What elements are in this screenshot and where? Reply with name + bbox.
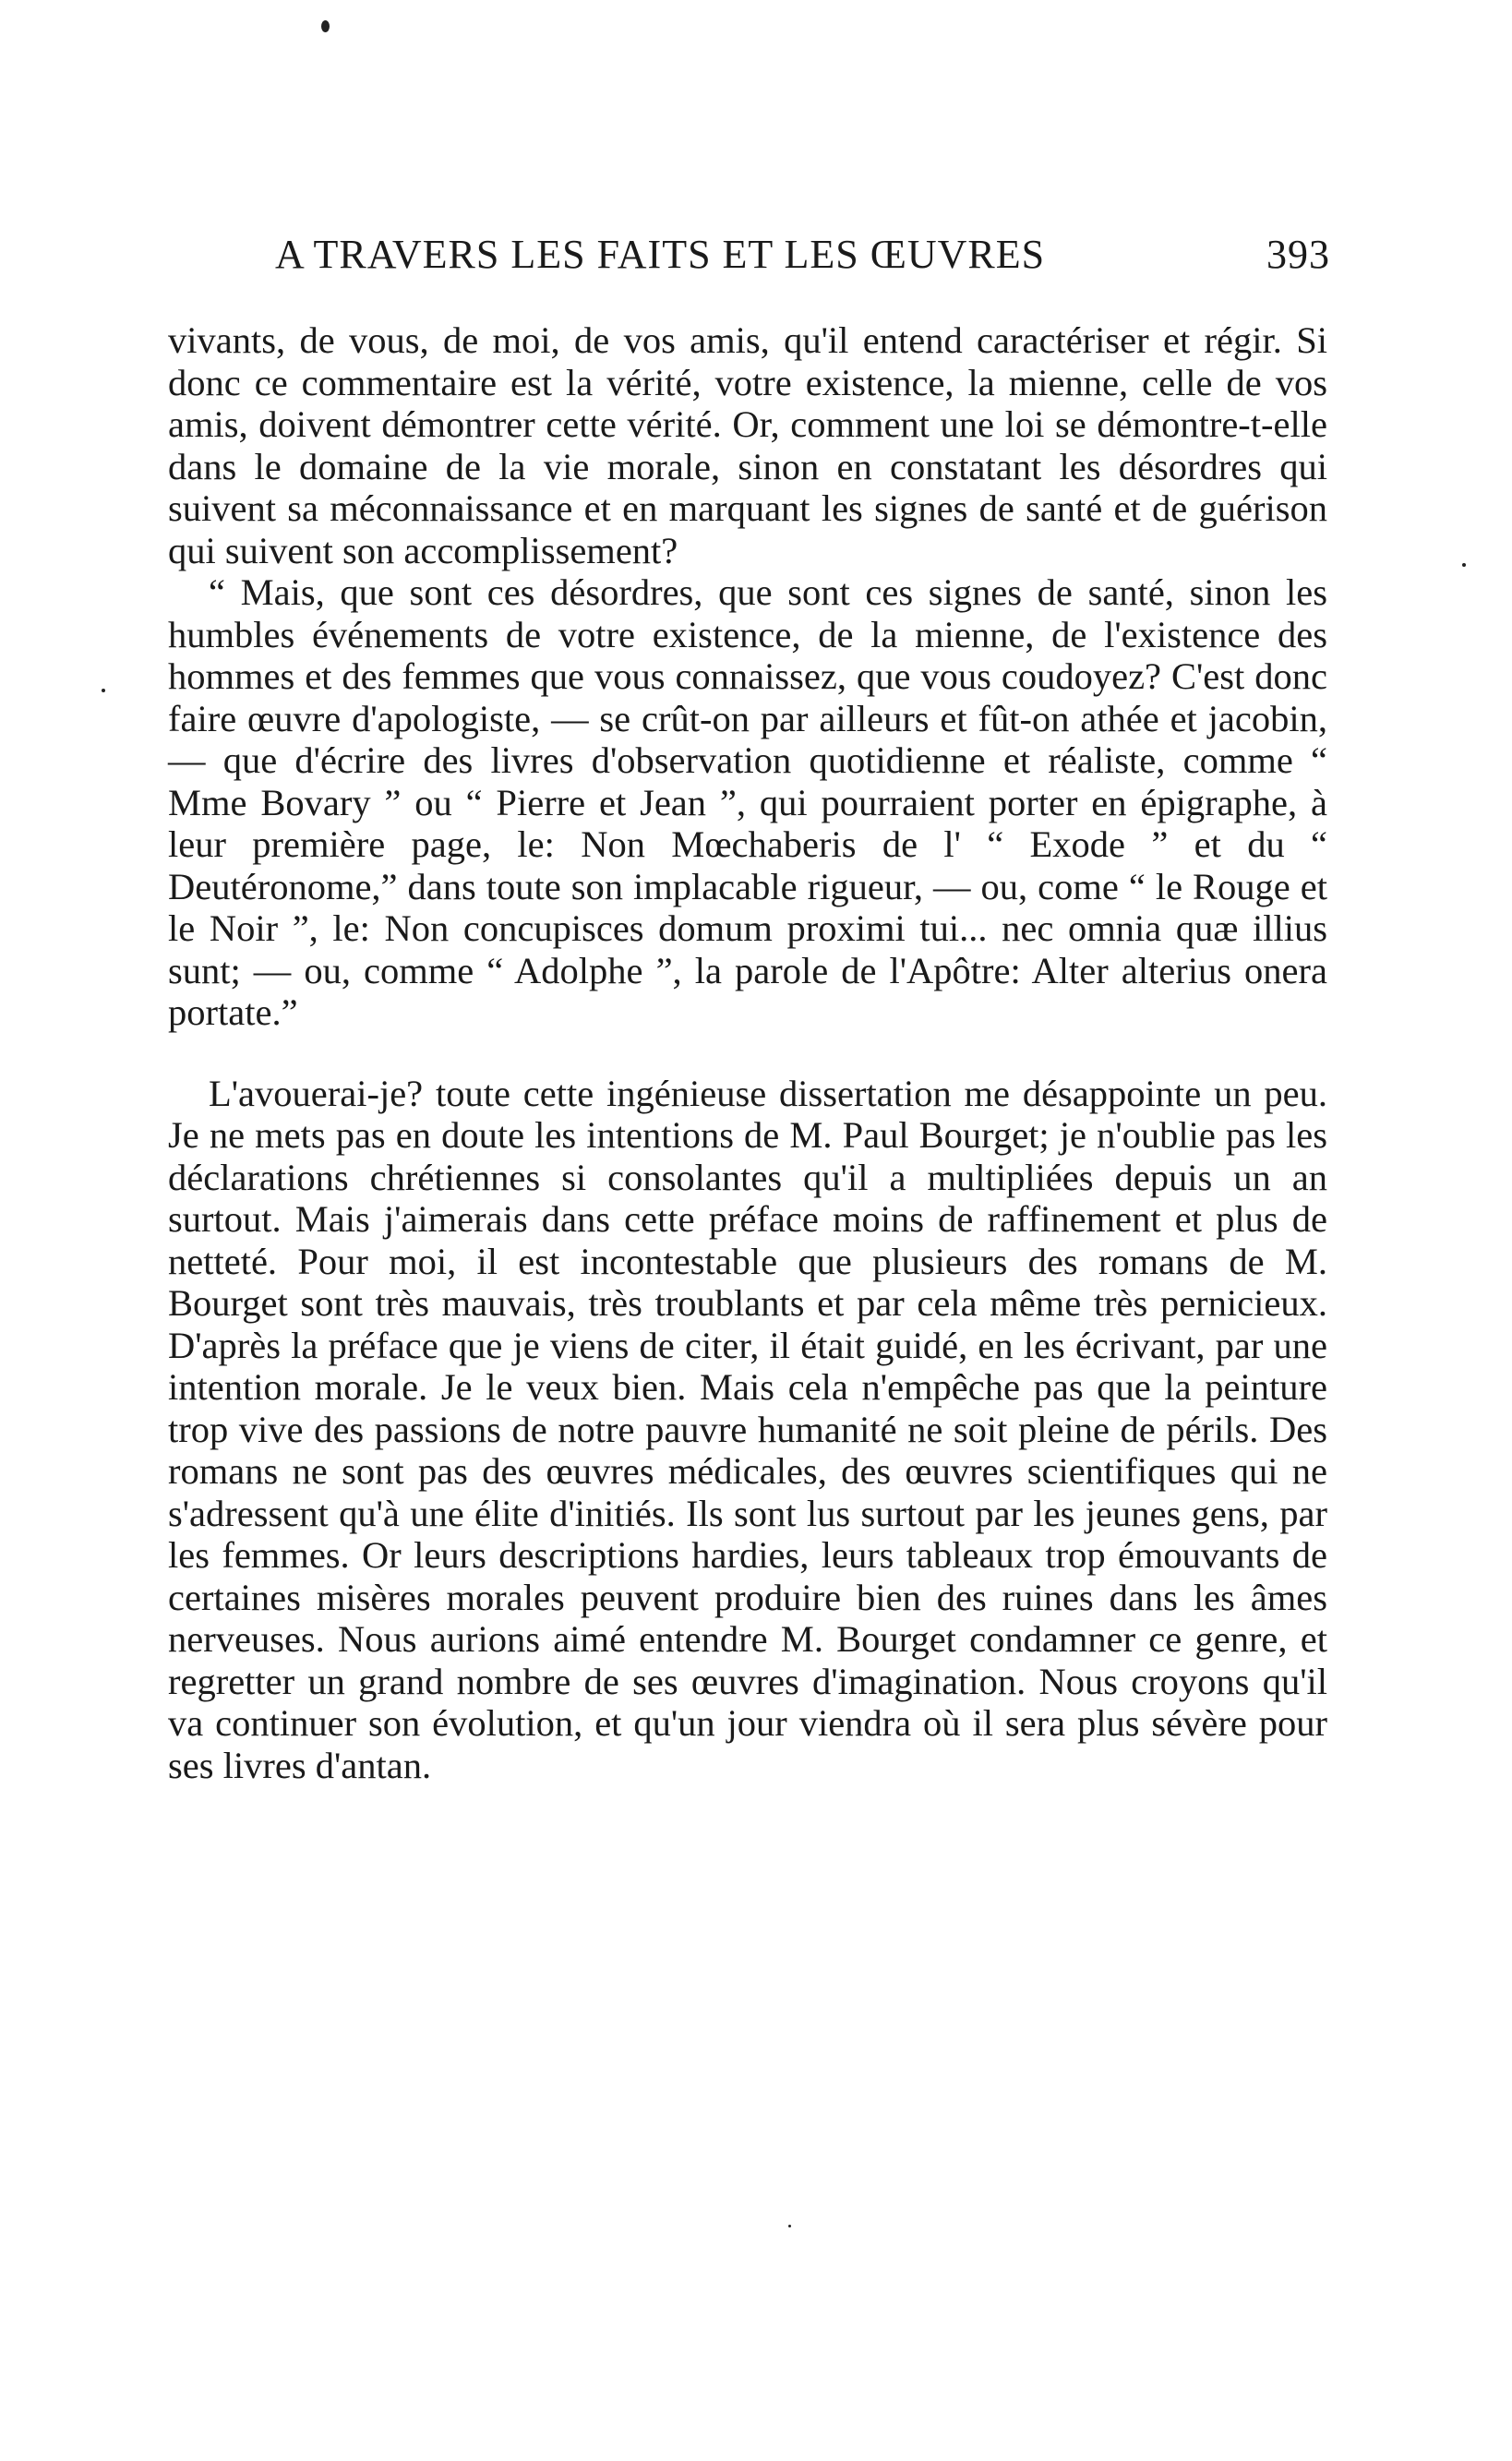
ink-speck <box>102 689 105 692</box>
paragraph-commentary: L'avouerai-je? toute cette ingénieuse dissertation me désappointe un peu. Je ne mets pas en doute les intentions de M. Paul Bourget; je n'oublie pas les déclarations chrétiennes si consolantes qu'il a multipliées depuis un an surtout. Mais j'aimerais dans cette préface moins de raffinement et plus de netteté. Pour moi, il est incontestable que plusieurs des romans de M. Bourget sont très mauvais, très troublants et par cela même très pernicieux. D'après la préface que je viens de citer, il était guidé, en les écrivant, par une intention morale. Je le veux bien. Mais cela n'empêche pas que la peinture trop vive des passions de notre pauvre humanité ne soit pleine de périls. Des romans ne sont pas des œuvres médicales, des œuvres scientifiques qui ne s'adressent qu'à une élite d'initiés. Ils sont lus surtout par les jeunes gens, par les femmes. Or leurs descriptions hardies, leurs tableaux trop émouvants de certaines misères morales peuvent produire bien des ruines dans les âmes nerveuses. Nous aurions aimé entendre M. Bourget condamner ce genre, et regretter un grand nombre de ses œuvres d'imagination. Nous croyons qu'il va continuer son évolution, et qu'un jour viendra où il sera plus sévère pour ses livres d'antan. <box>168 1072 1327 1786</box>
ink-speck <box>788 2225 791 2227</box>
running-title: A TRAVERS LES FAITS ET LES ŒUVRES <box>275 232 1046 277</box>
ink-speck <box>1462 563 1466 567</box>
page-number: 393 <box>1266 232 1330 277</box>
ink-speck <box>321 20 330 32</box>
running-header <box>275 231 1330 286</box>
paragraph-quotation: “ Mais, que sont ces désordres, que sont ces signes de santé, sinon les humbles événements de votre existence, de la mienne, de l'existence des hommes et des femmes que vous connaissez, que vous coudoyez? C'est donc faire œuvre d'apologiste, — se crût-on par ailleurs et fût-on athée et jacobin, — que d'écrire des livres d'observation quotidienne et réaliste, comme “ Mme Bovary ” ou “ Pierre et Jean ”, qui pourraient porter en épigraphe, à leur première page, le: Non Mœchaberis de l' “ Exode ” et du “ Deutéronome,” dans toute son implacable rigueur, — ou, come “ le Rouge et le Noir ”, le: Non concupisces domum proximi tui... nec omnia quæ illius sunt; — ou, comme “ Adolphe ”, la parole de l'Apôtre: Alter alterius onera portate.” <box>168 571 1327 1033</box>
body-text <box>168 319 1327 1786</box>
paragraph-continuation: vivants, de vous, de moi, de vos amis, qu'il entend caractériser et régir. Si donc ce commentaire est la vérité, votre existence, la mienne, celle de vos amis, doivent démontrer cette vérité. Or, comment une loi se démontre-t-elle dans le domaine de la vie morale, sinon en constatant les désordres qui suivent sa méconnaissance et en marquant les signes de santé et de guérison qui suivent son accomplissement? <box>168 319 1327 571</box>
